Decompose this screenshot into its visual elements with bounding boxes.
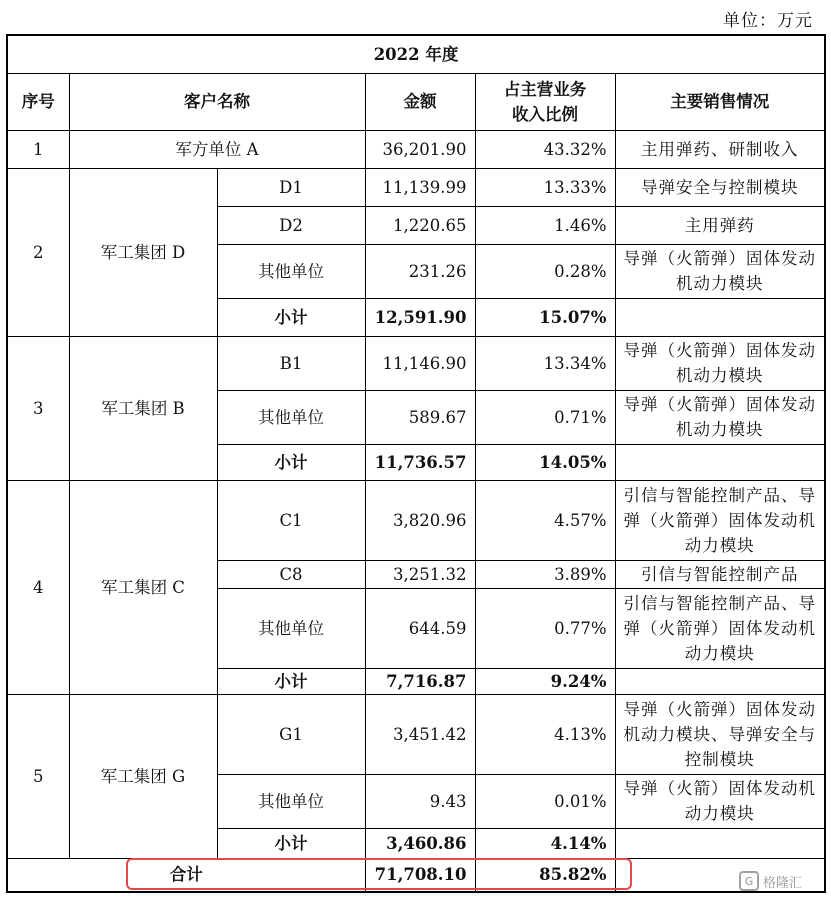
amount-cell: 9.43	[365, 774, 475, 828]
ratio-cell: 1.46%	[475, 206, 615, 244]
customer-name-cell: 军工集团 B	[69, 336, 217, 480]
subtotal-ratio: 4.14%	[475, 828, 615, 858]
customer-sales-table	[6, 34, 826, 893]
sales-cell: 导弹安全与控制模块	[615, 168, 825, 206]
amount-cell: 231.26	[365, 244, 475, 298]
total-ratio: 85.82%	[475, 858, 615, 892]
seq-cell: 2	[7, 168, 69, 336]
empty-cell	[615, 668, 825, 694]
amount-cell: 3,820.96	[365, 480, 475, 560]
amount-cell: 3,251.32	[365, 560, 475, 588]
year-title: 2022 年度	[7, 35, 825, 73]
sub-unit-cell: 其他单位	[217, 244, 365, 298]
year-title-row	[7, 35, 825, 73]
ratio-cell: 0.77%	[475, 588, 615, 668]
subtotal-label: 小计	[217, 444, 365, 480]
header-ratio	[475, 73, 615, 130]
sub-unit-cell: G1	[217, 694, 365, 774]
seq-cell: 1	[7, 130, 69, 168]
table-row	[7, 480, 825, 560]
ratio-cell: 0.28%	[475, 244, 615, 298]
header-customer: 客户名称	[69, 73, 365, 130]
amount-cell: 3,451.42	[365, 694, 475, 774]
ratio-cell: 4.57%	[475, 480, 615, 560]
sales-cell: 导弹（火箭弹）固体发动机动力模块、导弹安全与控制模块	[615, 694, 825, 774]
ratio-cell: 0.71%	[475, 390, 615, 444]
seq-cell: 3	[7, 336, 69, 480]
watermark-logo-icon: G	[739, 871, 759, 891]
table-row	[7, 168, 825, 206]
subtotal-amount: 12,591.90	[365, 298, 475, 336]
sales-cell: 引信与智能控制产品、导弹（火箭弹）固体发动机动力模块	[615, 588, 825, 668]
table-row	[7, 694, 825, 774]
sub-unit-cell: C8	[217, 560, 365, 588]
sub-unit-cell: C1	[217, 480, 365, 560]
sub-unit-cell: 其他单位	[217, 588, 365, 668]
total-label: 合计	[7, 858, 365, 892]
header-amount: 金额	[365, 73, 475, 130]
header-row	[7, 73, 825, 130]
sales-cell: 引信与智能控制产品、导弹（火箭弹）固体发动机动力模块	[615, 480, 825, 560]
amount-cell: 644.59	[365, 588, 475, 668]
sub-unit-cell: 其他单位	[217, 774, 365, 828]
amount-cell: 11,139.99	[365, 168, 475, 206]
ratio-cell: 13.34%	[475, 336, 615, 390]
header-sales: 主要销售情况	[615, 73, 825, 130]
empty-cell	[615, 444, 825, 480]
empty-cell	[615, 828, 825, 858]
amount-cell: 1,220.65	[365, 206, 475, 244]
sales-cell: 导弹（火箭弹）固体发动机动力模块	[615, 244, 825, 298]
header-ratio-line2: 收入比例	[512, 104, 578, 124]
seq-cell: 5	[7, 694, 69, 858]
header-ratio-line1: 占主营业务	[503, 79, 587, 99]
subtotal-amount: 11,736.57	[365, 444, 475, 480]
sales-cell: 导弹（火箭弹）固体发动机动力模块	[615, 390, 825, 444]
subtotal-ratio: 14.05%	[475, 444, 615, 480]
sub-unit-cell: B1	[217, 336, 365, 390]
customer-name-cell: 军工集团 G	[69, 694, 217, 858]
watermark-text: 格隆汇	[763, 875, 803, 891]
ratio-cell: 13.33%	[475, 168, 615, 206]
subtotal-ratio: 15.07%	[475, 298, 615, 336]
table-row	[7, 336, 825, 390]
unit-label: 单位：万元	[723, 11, 813, 31]
sub-unit-cell: D2	[217, 206, 365, 244]
subtotal-amount: 3,460.86	[365, 828, 475, 858]
total-amount: 71,708.10	[365, 858, 475, 892]
ratio-cell: 43.32%	[475, 130, 615, 168]
subtotal-label: 小计	[217, 828, 365, 858]
sales-cell: 主用弹药、研制收入	[615, 130, 825, 168]
sub-unit-cell: 其他单位	[217, 390, 365, 444]
customer-name-cell: 军工集团 D	[69, 168, 217, 336]
subtotal-label: 小计	[217, 298, 365, 336]
subtotal-amount: 7,716.87	[365, 668, 475, 694]
sub-unit-cell: D1	[217, 168, 365, 206]
ratio-cell: 3.89%	[475, 560, 615, 588]
sales-cell: 导弹（火箭）固体发动机动力模块	[615, 774, 825, 828]
table-row	[7, 130, 825, 168]
customer-name-cell: 军工集团 C	[69, 480, 217, 694]
amount-cell: 11,146.90	[365, 336, 475, 390]
subtotal-label: 小计	[217, 668, 365, 694]
customer-name-cell: 军方单位 A	[69, 130, 365, 168]
ratio-cell: 4.13%	[475, 694, 615, 774]
seq-cell: 4	[7, 480, 69, 694]
sales-cell: 导弹（火箭弹）固体发动机动力模块	[615, 336, 825, 390]
amount-cell: 589.67	[365, 390, 475, 444]
amount-cell: 36,201.90	[365, 130, 475, 168]
watermark	[739, 867, 827, 895]
sales-cell: 主用弹药	[615, 206, 825, 244]
subtotal-ratio: 9.24%	[475, 668, 615, 694]
total-highlight-box	[126, 858, 632, 890]
header-seq: 序号	[7, 73, 69, 130]
empty-cell	[615, 298, 825, 336]
sales-cell: 引信与智能控制产品	[615, 560, 825, 588]
ratio-cell: 0.01%	[475, 774, 615, 828]
